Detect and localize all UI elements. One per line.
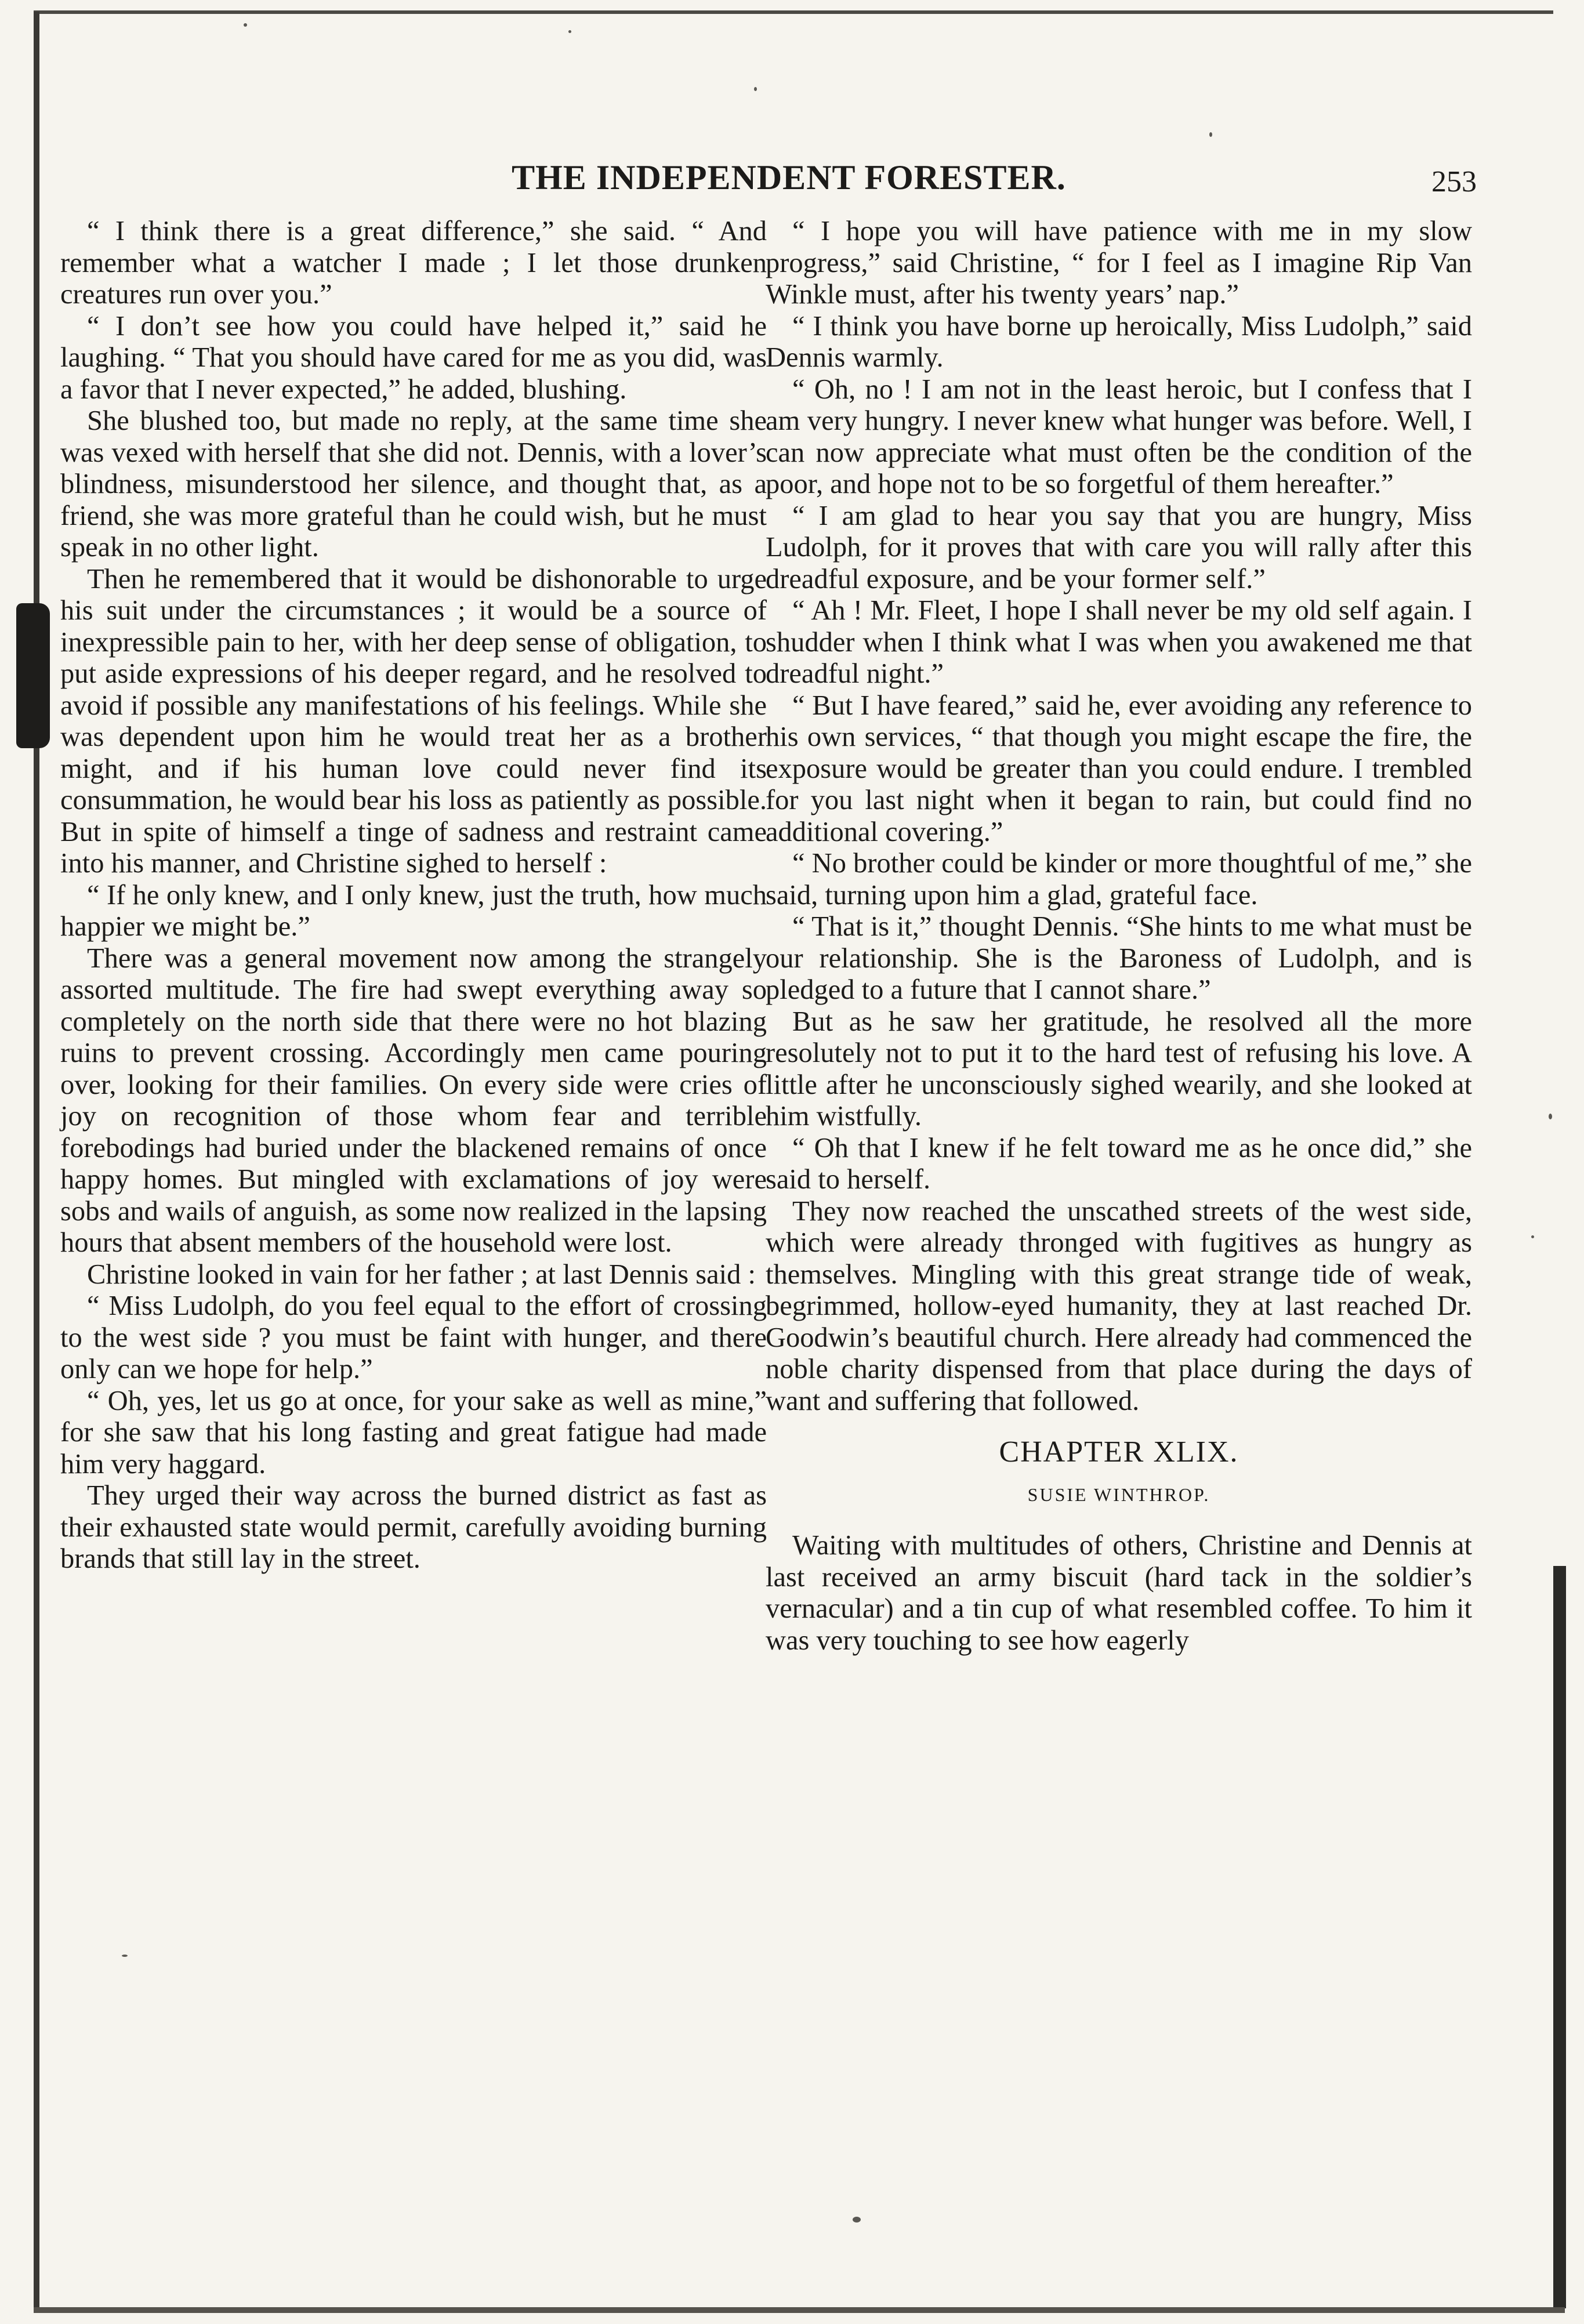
paragraph: There was a general movement now among the strangely assorted multitude. The fire had swept everything away so completely on the north side that there were no hot blazing ruins to prevent crossing. Accordingly men came pouring over, looking for their families. On every side were cries of joy on recognition of those whom fear and terrible forebodings had buried under the blackened remains of once happy homes. But mingled with exclamations of joy were sobs and wails of anguish, as some now realized in the lapsing hours that absent members of the household were lost.	[60, 942, 767, 1258]
paragraph: They urged their way across the burned district as fast as their exhausted state would permit, carefully avoiding burning brands that still lay in the street.	[60, 1480, 767, 1574]
paragraph: Waiting with multitudes of others, Christine and Dennis at last received an army biscuit (hard tack in the soldier’s vernacular) and a tin cup of what resembled coffee. To him it was very touching to see how eagerly	[766, 1530, 1472, 1656]
scan-speck	[1531, 1235, 1534, 1238]
paragraph: “ If he only knew, and I only knew, just the truth, how much happier we might be.”	[60, 879, 767, 942]
paragraph: “ I don’t see how you could have helped it,” said he laughing. “ That you should have cared for me as you did, was a favor that I never expected,” he added, blushing.	[60, 310, 767, 405]
page-bottom-edge	[34, 2307, 1565, 2313]
page-right-edge	[1553, 1566, 1566, 2308]
paragraph: “ I think there is a great difference,” she said. “ And remember what a watcher I made ; I let those drunken creatures run over you.”	[60, 216, 767, 310]
paragraph: “ Ah ! Mr. Fleet, I hope I shall never be my old self again. I shudder when I think what I was when you awakened me that dreadful night.”	[766, 595, 1472, 689]
paragraph: “ But I have feared,” said he, ever avoiding any reference to his own services, “ that though you might escape the fire, the exposure would be greater than you could endure. I trembled for you last night when it began to rain, but could find no additional covering.”	[766, 690, 1472, 847]
chapter-heading: CHAPTER XLIX.	[999, 1435, 1239, 1469]
left-column	[60, 216, 767, 1575]
paragraph: Christine looked in vain for her father ; at last Dennis said :	[87, 1259, 756, 1290]
scan-speck	[244, 23, 247, 27]
paragraph: “ I think you have borne up heroically, Miss Ludolph,” said Dennis warmly.	[766, 310, 1472, 373]
paragraph: She blushed too, but made no reply, at the same time she was vexed with herself that she did not. Dennis, with a lover’s blindness, misunderstood her silence, and thought that, as a friend, she was more grateful than he could wish, but he must speak in no other light.	[60, 405, 767, 563]
running-header: THE INDEPENDENT FORESTER.	[512, 158, 1066, 197]
paragraph: “ Oh, yes, let us go at once, for your sake as well as mine,” for she saw that his long fasting and great fatigue had made him very haggard.	[60, 1385, 767, 1480]
scan-speck	[1549, 1114, 1552, 1119]
paragraph: “ That is it,” thought Dennis. “She hints to me what must be our relationship. She is the Baroness of Ludolph, and is pledged to a future that I cannot share.”	[766, 911, 1472, 1005]
paragraph: “ I hope you will have patience with me in my slow progress,” said Christine, “ for I feel as I imagine Rip Van Winkle must, after his twenty years’ nap.”	[766, 216, 1472, 310]
scan-speck	[754, 87, 757, 91]
paragraph: “ Oh, no ! I am not in the least heroic, but I confess that I am very hungry. I never knew what hunger was before. Well, I can now appreciate what must often be the condition of the poor, and hope not to be so forgetful of them hereafter.”	[766, 374, 1472, 499]
scan-speck	[1209, 132, 1212, 137]
page-left-edge	[34, 12, 39, 2308]
right-column	[766, 216, 1472, 1656]
scan-speck	[853, 2217, 861, 2223]
scan-speck	[568, 30, 571, 33]
paragraph: Then he remembered that it would be dishonorable to urge his suit under the circumstances ; it would be a source of inexpressible pain to her, with her deep sense of obligation, to put aside expressions of his deeper regard, and he resolved to avoid if possible any manifestations of his feelings. While she was dependent upon him he would treat her as a brother might, and if his human love could never find its consummation, he would bear his loss as patiently as possible. But in spite of himself a tinge of sadness and restraint came into his manner, and Christine sighed to herself :	[60, 563, 767, 879]
chapter-subtitle: SUSIE WINTHROP.	[1027, 1484, 1210, 1505]
paragraph: But as he saw her gratitude, he resolved all the more resolutely not to put it to the hard test of refusing his love. A little after he unconsciously sighed wearily, and she looked at him wistfully.	[766, 1006, 1472, 1132]
paragraph: “ Oh that I knew if he felt toward me as he once did,” she said to herself.	[766, 1132, 1472, 1195]
paragraph: “ No brother could be kinder or more thoughtful of me,” she said, turning upon him a glad, grateful face.	[766, 848, 1472, 911]
scan-speck	[122, 1955, 128, 1957]
page-number: 253	[1431, 165, 1477, 198]
paragraph: “ Miss Ludolph, do you feel equal to the effort of crossing to the west side ? you must be faint with hunger, and there only can we hope for help.”	[60, 1290, 767, 1384]
page-top-edge	[34, 10, 1553, 14]
binding-shadow	[16, 603, 50, 748]
paragraph: “ I am glad to hear you say that you are hungry, Miss Ludolph, for it proves that with care you will rally after this dreadful exposure, and be your former self.”	[766, 500, 1472, 594]
paragraph: They now reached the unscathed streets of the west side, which were already thronged with fugitives as hungry as themselves. Mingling with this great strange tide of weak, begrimmed, hollow-eyed humanity, they at last reached Dr. Goodwin’s beautiful church. Here already had commenced the noble charity dispensed from that place during the days of want and suffering that followed.	[766, 1195, 1472, 1416]
